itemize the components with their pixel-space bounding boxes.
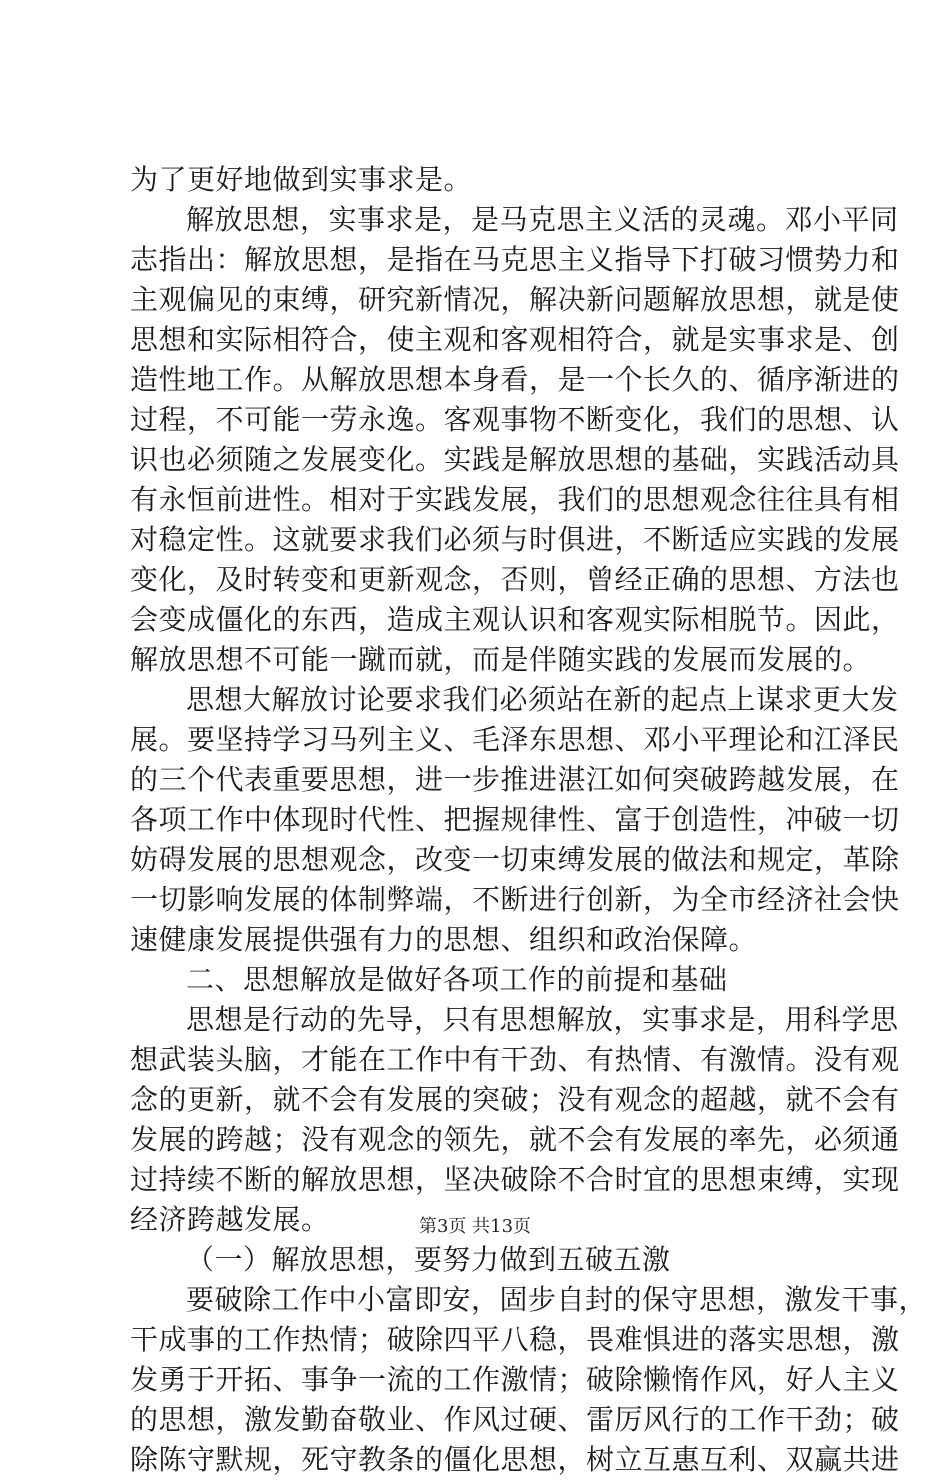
- text-line: 对稳定性。这就要求我们必须与时俱进，不断适应实践的发展: [130, 523, 900, 556]
- text-line: 思想和实际相符合，使主观和客观相符合，就是实事求是、创: [130, 323, 900, 356]
- text-line: 除陈守默规，死守教条的僵化思想，树立互惠互利、双赢共进: [130, 1443, 900, 1476]
- text-line: 速健康发展提供强有力的思想、组织和政治保障。: [130, 923, 758, 956]
- text-line: 思想大解放讨论要求我们必须站在新的起点上谋求更大发: [186, 683, 899, 716]
- text-line: 念的更新，就不会有发展的突破；没有观念的超越，就不会有: [130, 1083, 900, 1116]
- text-line: 过持续不断的解放思想，坚决破除不合时宜的思想束缚，实现: [130, 1163, 900, 1196]
- text-line: 有永恒前进性。相对于实践发展，我们的思想观念往往具有相: [130, 483, 900, 516]
- text-line: 想武装头脑，才能在工作中有干劲、有热情、有激情。没有观: [130, 1043, 900, 1076]
- text-line: 识也必须随之发展变化。实践是解放思想的基础，实践活动具: [130, 443, 900, 476]
- text-line: 一切影响发展的体制弊端，不断进行创新，为全市经济社会快: [130, 883, 900, 916]
- text-line: 志指出：解放思想，是指在马克思主义指导下打破习惯势力和: [130, 243, 900, 276]
- text-line: 会变成僵化的东西，造成主观认识和客观实际相脱节。因此，: [130, 603, 900, 636]
- text-line: 变化，及时转变和更新观念，否则，曾经正确的思想、方法也: [130, 563, 900, 596]
- text-line: 思想是行动的先导，只有思想解放，实事求是，用科学思: [186, 1003, 899, 1036]
- text-line: 的三个代表重要思想，进一步推进湛江如何突破跨越发展，在: [130, 763, 900, 796]
- text-line: 的思想，激发勤奋敬业、作风过硬、雷厉风行的工作干劲；破: [130, 1403, 900, 1436]
- text-line: 干成事的工作热情；破除四平八稳，畏难惧进的落实思想，激: [130, 1323, 900, 1356]
- subsection-heading: （一）解放思想，要努力做到五破五激: [186, 1243, 671, 1276]
- page-number-footer: 第3页 共13页: [418, 1216, 532, 1237]
- text-line: 发勇于开拓、事争一流的工作激情；破除懒惰作风，好人主义: [130, 1363, 900, 1396]
- text-line: 妨碍发展的思想观念，改变一切束缚发展的做法和规定，革除: [130, 843, 900, 876]
- text-line: 解放思想不可能一蹴而就，而是伴随实践的发展而发展的。: [130, 643, 872, 676]
- text-line: 展。要坚持学习马列主义、毛泽东思想、邓小平理论和江泽民: [130, 723, 900, 756]
- text-line: 发展的跨越；没有观念的领先，就不会有发展的率先，必须通: [130, 1123, 900, 1156]
- text-line: 为了更好地做到实事求是。: [130, 163, 473, 196]
- text-line: 解放思想，实事求是，是马克思主义活的灵魂。邓小平同: [186, 203, 899, 236]
- text-line: 各项工作中体现时代性、把握规律性、富于创造性，冲破一切: [130, 803, 900, 836]
- text-line: 造性地工作。从解放思想本身看，是一个长久的、循序渐进的: [130, 363, 900, 396]
- text-line: 主观偏见的束缚，研究新情况，解决新问题解放思想，就是使: [130, 283, 900, 316]
- section-heading: 二、思想解放是做好各项工作的前提和基础: [186, 963, 728, 996]
- text-line: 经济跨越发展。: [130, 1203, 330, 1236]
- text-line: 过程，不可能一劳永逸。客观事物不断变化，我们的思想、认: [130, 403, 900, 436]
- text-line: 要破除工作中小富即安，固步自封的保守思想，激发干事，: [186, 1283, 928, 1316]
- body-text: [130, 160, 928, 1480]
